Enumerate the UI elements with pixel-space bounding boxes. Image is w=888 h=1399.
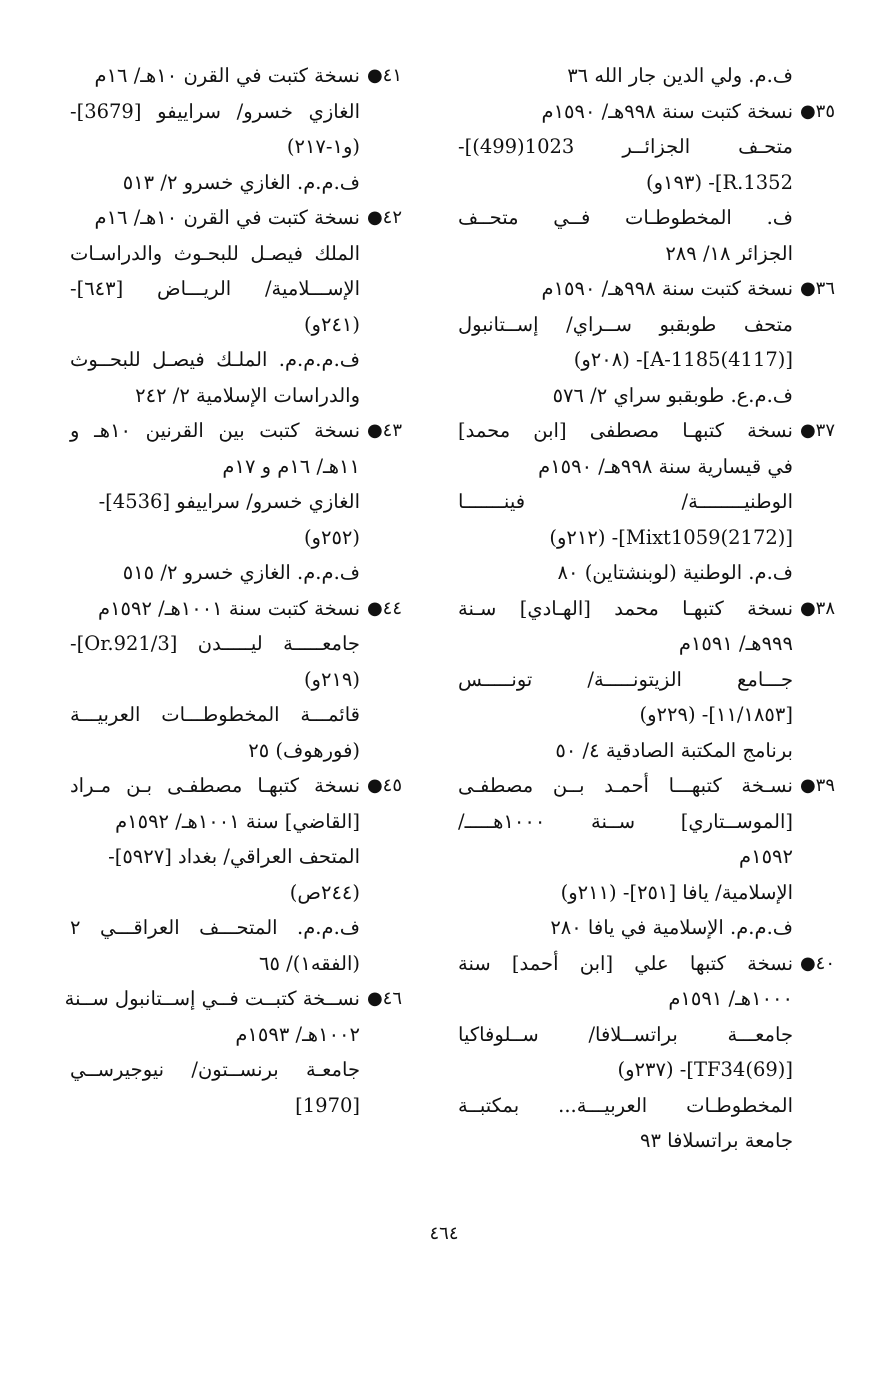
entry-text: [(2172)Mixt1059]- (٢١٢و) (549, 525, 793, 549)
left-column (64, 58, 402, 1123)
entry-line (458, 520, 793, 556)
entry-text: (٢٤٤ص) (289, 880, 360, 904)
entry-line (70, 129, 360, 165)
entry-text: الإسلامية/ يافا [٢٥١]- (٢١١و) (560, 880, 793, 904)
entry-line (70, 271, 360, 307)
entry-line (458, 910, 793, 946)
entry-line (458, 839, 793, 875)
entry-line (70, 626, 360, 662)
entry-line (70, 449, 360, 485)
entry-line (70, 58, 402, 94)
entry-text: قائمـــة المخطوطـــات العربيـــة (70, 703, 360, 726)
bullet-icon: ● (799, 420, 816, 441)
entry-line (458, 378, 793, 414)
entry-line (70, 200, 402, 236)
entry-line (458, 307, 793, 343)
entry-line (458, 626, 793, 662)
entry-text: متحـف الجزائــر 1023(499)]- (458, 135, 793, 158)
entry-line (70, 591, 402, 627)
entry-line (458, 804, 793, 840)
entry-line (70, 307, 360, 343)
entry-line (458, 200, 793, 236)
entry-text: ١٥٩٢م (739, 845, 793, 868)
entry-line (458, 449, 793, 485)
entry-text: ف.م. الوطنية (لوبنشتاين) ٨٠ (557, 561, 793, 584)
entry-number: ٤١● (366, 65, 402, 86)
entry-line (458, 768, 835, 804)
entry-line (458, 165, 793, 201)
entry-text: ف.م.ع. طوبقبو سراي ٢/ ٥٧٦ (552, 383, 793, 407)
entry-line (458, 733, 793, 769)
bullet-icon: ● (366, 420, 383, 441)
entry-line (70, 1088, 360, 1124)
entry-line (70, 1052, 360, 1088)
bullet-icon: ● (799, 100, 816, 122)
entry-text: جامعـــة براتســلافا/ ســلوفاكيا (458, 1022, 793, 1046)
entry-text: ف.م.م. الغازي خسرو ٢/ ٥١٣ (122, 170, 360, 194)
entry-line (458, 413, 835, 449)
entry-line (70, 378, 360, 414)
entry-number: ٤٠● (799, 952, 835, 974)
entry-text: برنامج المكتبة الصادقية ٤/ ٥٠ (555, 738, 793, 762)
entry-line (70, 804, 360, 840)
entry-line (458, 94, 835, 130)
entry-line (70, 910, 360, 946)
bullet-icon: ● (799, 278, 816, 299)
entry-text: جـــامع الزيتونـــــة/ تونـــــس (458, 667, 793, 691)
bullet-icon: ● (799, 952, 816, 974)
entry-text: ١٠٠٠هـ/ ١٥٩١م (668, 987, 793, 1010)
bullet-icon: ● (366, 207, 383, 228)
entry-text: ف. المخطوطـات فــي متحــف (458, 206, 793, 229)
entry-text: (و١-٢١٧) (286, 135, 360, 158)
entry-line (458, 129, 793, 165)
entry-line (458, 555, 793, 591)
entry-line (458, 981, 793, 1017)
entry-line (70, 94, 360, 130)
entry-text: [1970] (295, 1093, 360, 1117)
entry-text: الإســـلامية/ الريـــاض [٦٤٣]- (70, 277, 360, 300)
right-column (458, 58, 835, 1159)
bullet-icon: ● (366, 65, 383, 86)
entry-text: [(69)TF34]- (٢٣٧و) (617, 1058, 793, 1081)
entry-text: الملك فيصـل للبحـوث والدراسـات (70, 241, 360, 265)
entry-line (458, 875, 793, 911)
entry-text: ف.م.م.م. الملـك فيصـل للبحــوث (70, 348, 360, 371)
entry-line (458, 271, 835, 307)
entry-number: ٤٣● (366, 420, 402, 441)
entry-text: المتحف العراقي/ بغداد [٥٩٢٧]- (108, 845, 360, 868)
entry-text: متحف طوبقبو ســراي/ إســتانبول (458, 312, 793, 336)
entry-line (70, 875, 360, 911)
entry-number: ٣٨● (799, 597, 835, 619)
entry-text: نسخة كتبت في القرن ١٠هـ/ ١٦م (94, 206, 360, 229)
entry-line (70, 733, 360, 769)
entry-text: ف.م.م. الإسلامية في يافا ٢٨٠ (550, 916, 793, 939)
entry-line (70, 236, 360, 272)
entry-text: [القاضي] سنة ١٠٠١هـ/ ١٥٩٢م (115, 809, 360, 833)
entry-text: ١١هـ/ ١٦م و ١٧م (222, 454, 360, 478)
entry-line (70, 839, 360, 875)
bullet-icon: ● (799, 597, 816, 619)
entry-text: ١٠٠٢هـ/ ١٥٩٣م (235, 1022, 360, 1046)
entry-text: ٩٩٩هـ/ ١٥٩١م (678, 632, 793, 655)
entry-text: في قيسارية سنة ٩٩٨هـ/ ١٥٩٠م (538, 454, 793, 478)
entry-number: ٤٢● (366, 207, 402, 228)
entry-text: الجزائر ١٨/ ٢٨٩ (665, 241, 793, 265)
entry-text: [الموســتاري] ســنة ١٠٠٠هـــــ/ (458, 809, 793, 833)
entry-text: نسخة كتبت سنة ٩٩٨هـ/ ١٥٩٠م (541, 99, 793, 123)
entry-text: ف.م.م. الغازي خسرو ٢/ ٥١٥ (122, 561, 360, 584)
entry-text: نسخة كتبت سنة ٩٩٨هـ/ ١٥٩٠م (541, 277, 793, 300)
entry-text: جامعـة برنســتون/ نيوجيرســي (70, 1058, 360, 1081)
entry-line (70, 484, 360, 520)
entry-text: نسخة كتبهـا مصطفى [ابن محمد] (458, 419, 793, 442)
bullet-icon: ● (799, 775, 816, 796)
bullet-icon: ● (366, 597, 383, 619)
entry-text: (٢١٩و) (303, 667, 360, 691)
entry-text: (٢٤١و) (303, 312, 360, 336)
entry-number: ٣٩● (799, 775, 835, 796)
entry-text: [(4117)A-1185]- (٢٠٨و) (573, 348, 793, 371)
entry-number: ٣٥● (799, 100, 835, 122)
entry-line (458, 1017, 793, 1053)
entry-number: ٣٧● (799, 420, 835, 441)
entry-line (458, 591, 835, 627)
entry-text: جامعـــــة ليـــــدن [Or.921/3]- (70, 632, 360, 655)
entry-text: (فورهوف) ٢٥ (248, 738, 360, 762)
entry-line (458, 484, 793, 520)
entry-text: نسخة كتبت بين القرنين ١٠هـ و (70, 419, 360, 442)
entry-line (458, 697, 793, 733)
entry-line (458, 1123, 793, 1159)
entry-line (70, 520, 360, 556)
entry-number: ٤٦● (366, 988, 402, 1009)
entry-line (458, 1088, 793, 1124)
entry-text: نسخة كتبت في القرن ١٠هـ/ ١٦م (94, 64, 360, 87)
entry-line (70, 768, 402, 804)
entry-text: (٢٥٢و) (303, 525, 360, 549)
entry-line (458, 1052, 793, 1088)
bullet-icon: ● (366, 775, 383, 796)
entry-text: نســخة كتبــت فــي إســتانبول ســنة (64, 987, 360, 1010)
entry-line (70, 662, 360, 698)
entry-text: ف.م.م. المتحـــف العراقـــي ٢ (70, 916, 360, 939)
entry-text: المخطوطـات العربيـــة... بمكتبــة (458, 1093, 793, 1117)
entry-line (458, 58, 793, 94)
entry-text: الغازي خسرو/ سراييفو [4536]- (98, 490, 360, 513)
entry-line (70, 165, 360, 201)
entry-number: ٤٥● (366, 775, 402, 796)
entry-text: R.1352]- (١٩٣و) (646, 170, 793, 194)
entry-line (458, 236, 793, 272)
entry-text: والدراسات الإسلامية ٢/ ٢٤٢ (135, 383, 360, 407)
entry-text: الوطنيــــــــة/ فينـــــــا (458, 490, 793, 513)
bullet-icon: ● (366, 988, 383, 1009)
entry-line (458, 662, 793, 698)
entry-text: [١١/١٨٥٣]- (٢٢٩و) (639, 703, 793, 726)
entry-line (64, 981, 402, 1017)
entry-line (70, 342, 360, 378)
entry-line (458, 342, 793, 378)
entry-text: (الفقه١)/ ٦٥ (259, 951, 360, 975)
page-number: ٤٦٤ (429, 1223, 459, 1244)
entry-line (70, 555, 360, 591)
entry-text: نسخة كتبهـا محمد [الهـادي] سـنة (458, 596, 793, 620)
entry-number: ٣٦● (799, 278, 835, 299)
entry-text: ف.م. ولي الدين جار الله ٣٦ (567, 64, 793, 87)
entry-text: نسخة كتبها علي [ابن أحمد] سنة (458, 951, 793, 975)
entry-line (70, 697, 360, 733)
entry-text: نسخة كتبهـا مصطفـى بـن مـراد (70, 774, 360, 797)
entry-line (70, 1017, 360, 1053)
entry-line (70, 413, 402, 449)
entry-text: نسـخة كتبهـــا أحمـد بــن مصطفـى (458, 774, 793, 797)
entry-line (458, 946, 835, 982)
entry-text: الغازي خسرو/ سراييفو [3679]- (70, 99, 360, 123)
entry-text: جامعة براتسلافا ٩٣ (640, 1129, 793, 1152)
entry-text: نسخة كتبت سنة ١٠٠١هـ/ ١٥٩٢م (98, 596, 360, 620)
entry-line (70, 946, 360, 982)
entry-number: ٤٤● (366, 597, 402, 619)
